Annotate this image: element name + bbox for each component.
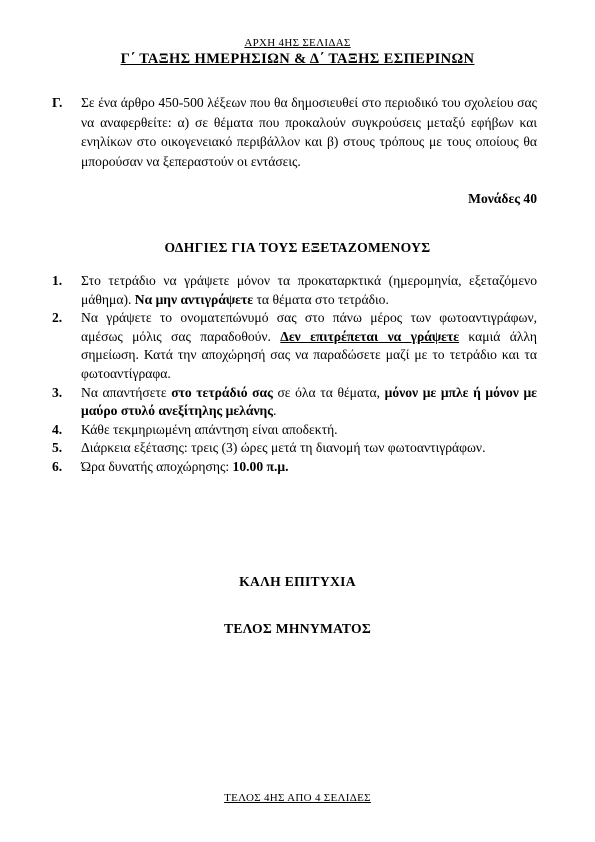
instruction-number: 3. [52, 384, 63, 400]
instruction-number: 1. [52, 273, 63, 288]
instruction-text: σε όλα τα θέματα, [272, 384, 385, 400]
instruction-item [52, 421, 537, 440]
instruction-number: 5. [52, 440, 63, 456]
instruction-text: Ώρα δυνατής αποχώρησης: [81, 458, 233, 474]
instruction-text: Διάρκεια εξέτασης: τρεις (3) ώρες μετά τη διανομή των φωτοαντιγράφων. [81, 440, 486, 456]
question-text: Σε ένα άρθρο 450-500 λέξεων που θα δημοσιευθεί στο περιοδικό του σχολείου σας να αναφερθείτε: α) σε θέματα που προκαλούν συγκρούσεις μεταξύ εφήβων και ενηλίκων στο οικογενειακό περιβάλλον και β) στους τρόπους με τους οποίους θα μπορούσαν να ξεπεραστούν οι εντάσεις. [81, 95, 537, 169]
question-label: Γ. [52, 95, 63, 110]
instruction-emphasis: 10.00 π.μ. [232, 458, 289, 474]
instruction-number: 2. [52, 310, 63, 326]
instruction-number: 4. [52, 421, 63, 437]
instruction-number: 6. [52, 458, 63, 474]
instruction-item [52, 384, 537, 421]
instruction-text: Κάθε τεκμηριωμένη απάντηση είναι αποδεκτή. [81, 421, 338, 437]
page-end-label: ΤΕΛΟΣ 4ΗΣ ΑΠΟ 4 ΣΕΛΙΔΕΣ [224, 792, 371, 804]
question-marks: Μονάδες 40 [468, 191, 537, 206]
instruction-emphasis: Να μην αντιγράψετε [134, 291, 254, 307]
instructions-title: ΟΔΗΓΙΕΣ ΓΙΑ ΤΟΥΣ ΕΞΕΤΑΖΟΜΕΝΟΥΣ [164, 240, 431, 255]
instruction-text: Να απαντήσετε [81, 384, 172, 400]
exam-class-title: Γ΄ ΤΑΞΗΣ ΗΜΕΡΗΣΙΩΝ & Δ΄ ΤΑΞΗΣ ΕΣΠΕΡΙΝΩΝ [120, 51, 475, 67]
instruction-item [52, 272, 537, 309]
instruction-item [52, 458, 537, 477]
instruction-emphasis: στο τετράδιό σας [171, 384, 273, 400]
instructions-list [52, 272, 537, 477]
instruction-item [52, 309, 537, 383]
instruction-text: Στο τετράδιο να γράψετε μόνον τα προκαταρκτικά (ημερομηνία, εξεταζόμενο μάθημα). [81, 273, 537, 307]
instruction-text: καμιά άλλη σημείωση. Κατά την αποχώρησή σας να παραδώσετε μαζί με το τετράδιο και τα φωτοαντίγραφα. [81, 328, 538, 381]
instruction-text: . [272, 403, 277, 419]
instruction-text: τα θέματα στο τετράδιο. [253, 291, 389, 307]
page-start-label: ΑΡΧΗ 4ΗΣ ΣΕΛΙΔΑΣ [244, 37, 351, 49]
question-c [52, 93, 537, 171]
instruction-emphasis: Δεν επιτρέπεται να γράψετε [280, 328, 460, 344]
instruction-text: Να γράψετε το ονοματεπώνυμό σας στο πάνω μέρος των φωτοαντιγράφων, αμέσως μόλις σας παραδοθούν. [81, 310, 537, 344]
instruction-item [52, 439, 537, 458]
end-of-message: ΤΕΛΟΣ ΜΗΝΥΜΑΤΟΣ [223, 621, 372, 636]
instruction-emphasis: μόνον με μπλε ή μόνον με μαύρο στυλό ανεξίτηλης μελάνης [81, 384, 537, 419]
good-luck-message: ΚΑΛΗ ΕΠΙΤΥΧΙΑ [239, 574, 356, 589]
